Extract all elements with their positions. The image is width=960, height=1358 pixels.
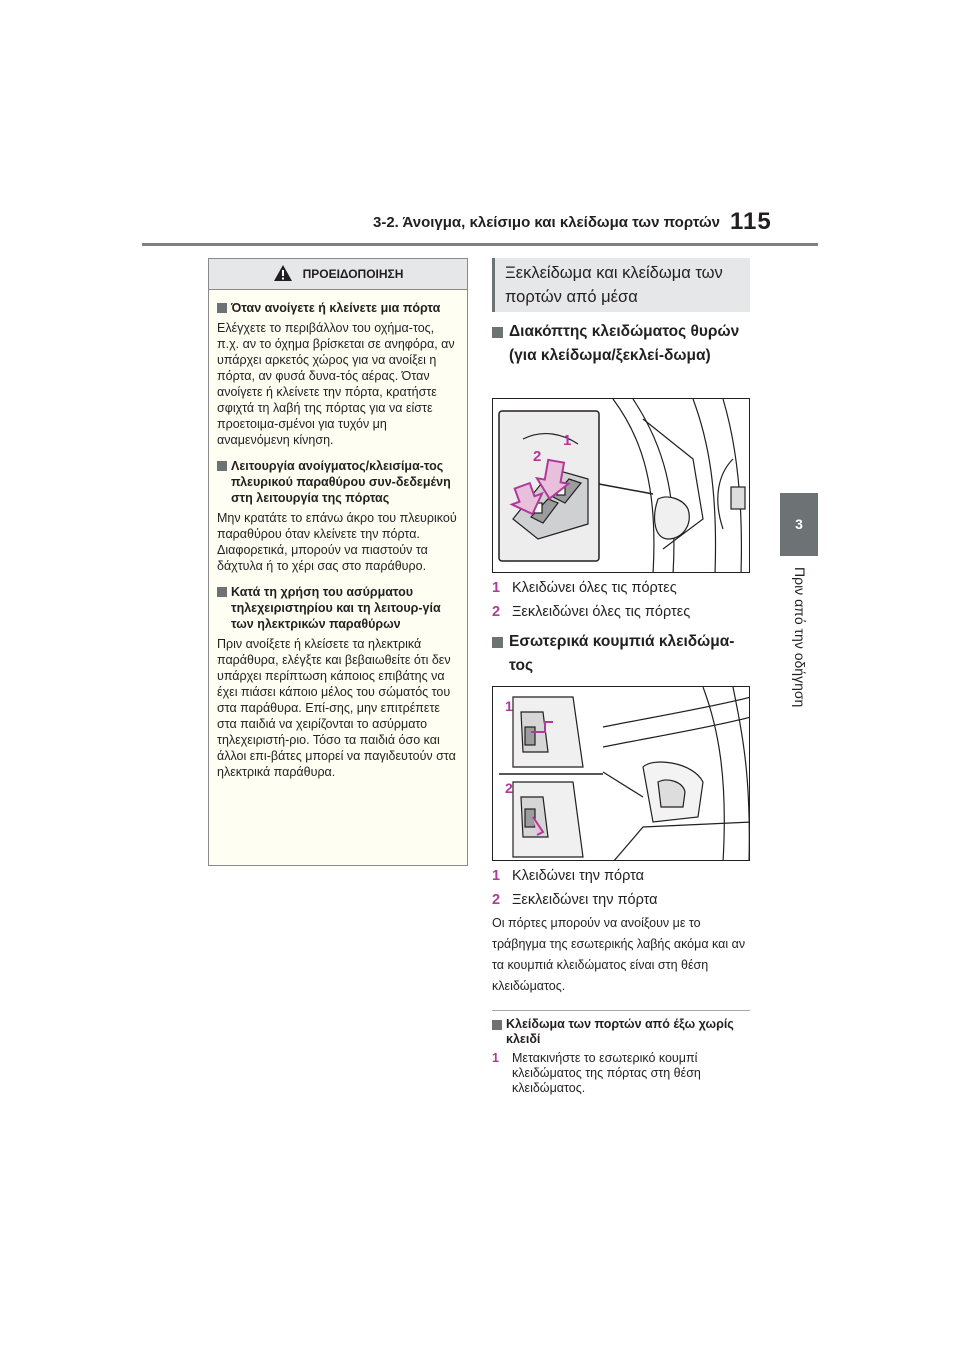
switch-step bbox=[492, 602, 752, 622]
warning-triangle-icon bbox=[273, 264, 293, 285]
step-number: 2 bbox=[492, 604, 501, 620]
switch-subheading bbox=[492, 320, 750, 368]
header-rule bbox=[142, 243, 818, 246]
page-number: 115 bbox=[730, 208, 772, 235]
buttons-step bbox=[492, 866, 752, 886]
warning-section-title: Λειτουργία ανοίγματος/κλεισίμα-τος πλευρικού παραθύρου συν-δεδεμένη στη λειτουργία της πόρτας bbox=[231, 459, 451, 505]
switch-heading-text: Διακόπτης κλειδώματος θυρών (για κλείδωμα/ξεκλεί-δωμα) bbox=[509, 323, 740, 364]
inside-lock-buttons-illustration bbox=[493, 687, 750, 861]
step-number: 2 bbox=[492, 892, 501, 908]
warning-section-body: Μην κρατάτε το επάνω άκρο του πλευρικού παραθύρου όταν κλείνετε την πόρτα. Διαφορετικά, μπορούν να πιαστούν τα δάχτυλα ή το χέρι σας στο παράθυρο. bbox=[217, 511, 457, 573]
step-text: Κλειδώνει την πόρτα bbox=[512, 868, 645, 884]
step-text: Κλειδώνει όλες τις πόρτες bbox=[512, 580, 677, 596]
warning-section-body: Ελέγχετε το περιβάλλον του οχήμα-τος, π.χ. αν το όχημα βρίσκεται σε ανηφόρα, αν υπάρχει αρκετός χώρος για να ανοίξει η πόρτα, αν φυσά δυνα-τός αέρας. Όταν ανοίγετε ή κλείνετε την πόρτα, κρατήστε σφιχτά τη λαβή της πόρτας για να είστε προετοιμα-σμένοι για τυχόν μη αναμενόμενη κίνηση. bbox=[217, 321, 455, 447]
chapter-side-title: Πριν από την οδήγηση bbox=[792, 567, 808, 708]
running-header: 3-2. Άνοιγμα, κλείσιμο και κλείδωμα των πορτών bbox=[373, 214, 720, 231]
door-lock-switch-figure bbox=[492, 398, 750, 573]
figure-callout-2: 2 bbox=[505, 780, 513, 796]
step-number: 1 bbox=[492, 868, 501, 884]
info-paragraph: Οι πόρτες μπορούν να ανοίξουν με το τράβηγμα της εσωτερικής λαβής ακόμα και αν τα κουμπιά κλειδώματος είναι στη θέση κλειδώματος. bbox=[492, 916, 746, 993]
square-bullet-icon bbox=[217, 461, 227, 471]
square-bullet-icon bbox=[492, 1020, 502, 1030]
buttons-heading-text: Εσωτερικά κουμπιά κλειδώμα-τος bbox=[509, 633, 735, 674]
warning-header bbox=[209, 259, 467, 290]
door-lock-switch-illustration bbox=[493, 399, 750, 573]
square-bullet-icon bbox=[492, 327, 503, 338]
switch-step bbox=[492, 578, 752, 598]
chapter-tab[interactable]: 3 bbox=[780, 493, 818, 556]
warning-section bbox=[209, 584, 467, 780]
step-text: Ξεκλειδώνει όλες τις πόρτες bbox=[512, 604, 691, 620]
step-number: 1 bbox=[492, 1051, 499, 1065]
buttons-step bbox=[492, 890, 752, 910]
square-bullet-icon bbox=[217, 587, 227, 597]
figure-callout-1: 1 bbox=[563, 432, 572, 449]
note-step bbox=[492, 1051, 750, 1096]
note-heading-text: Κλείδωμα των πορτών από έξω χωρίς κλειδί bbox=[506, 1017, 734, 1046]
warning-section bbox=[209, 458, 467, 574]
note-heading bbox=[492, 1017, 750, 1047]
warning-box bbox=[208, 258, 468, 866]
buttons-subheading bbox=[492, 630, 750, 678]
section-title: Ξεκλείδωμα και κλείδωμα των πορτών από μέσα bbox=[492, 258, 750, 312]
warning-section-body: Πριν ανοίξετε ή κλείσετε τα ηλεκτρικά παράθυρα, ελέγξτε και βεβαιωθείτε ότι δεν υπάρχει περίπτωση κάποιος επιβάτης να έχει πιάσει κάποιο μέλος του σώματός του στα παράθυρα. Επί-σης, μην επιτρέπετε στα παιδιά να χειρίζονται το ασύρματο τηλεχειριστή-ριο. Τόσο τα παιδιά όσο και άλλοι επι-βάτες μπορεί να παγιδευτούν στα ηλεκτρικά παράθυρα. bbox=[217, 637, 456, 779]
step-text: Ξεκλειδώνει την πόρτα bbox=[512, 892, 658, 908]
step-text: Μετακινήστε το εσωτερικό κουμπί κλειδώματος της πόρτας στη θέση κλειδώματος. bbox=[512, 1051, 701, 1095]
figure-callout-1: 1 bbox=[505, 698, 513, 714]
square-bullet-icon bbox=[492, 637, 503, 648]
warning-section-title: Κατά τη χρήση του ασύρματου τηλεχειριστηρίου και τη λειτουρ-γία των ηλεκτρικών παραθύρων bbox=[231, 585, 441, 631]
warning-section-title: Όταν ανοίγετε ή κλείνετε μια πόρτα bbox=[231, 301, 441, 315]
figure-callout-2: 2 bbox=[533, 448, 542, 465]
warning-title: ΠΡΟΕΙΔΟΠΟΙΗΣΗ bbox=[302, 267, 404, 281]
inside-lock-buttons-figure bbox=[492, 686, 750, 861]
square-bullet-icon bbox=[217, 303, 227, 313]
section-divider bbox=[492, 1010, 750, 1011]
warning-section bbox=[209, 300, 467, 448]
step-number: 1 bbox=[492, 580, 501, 596]
